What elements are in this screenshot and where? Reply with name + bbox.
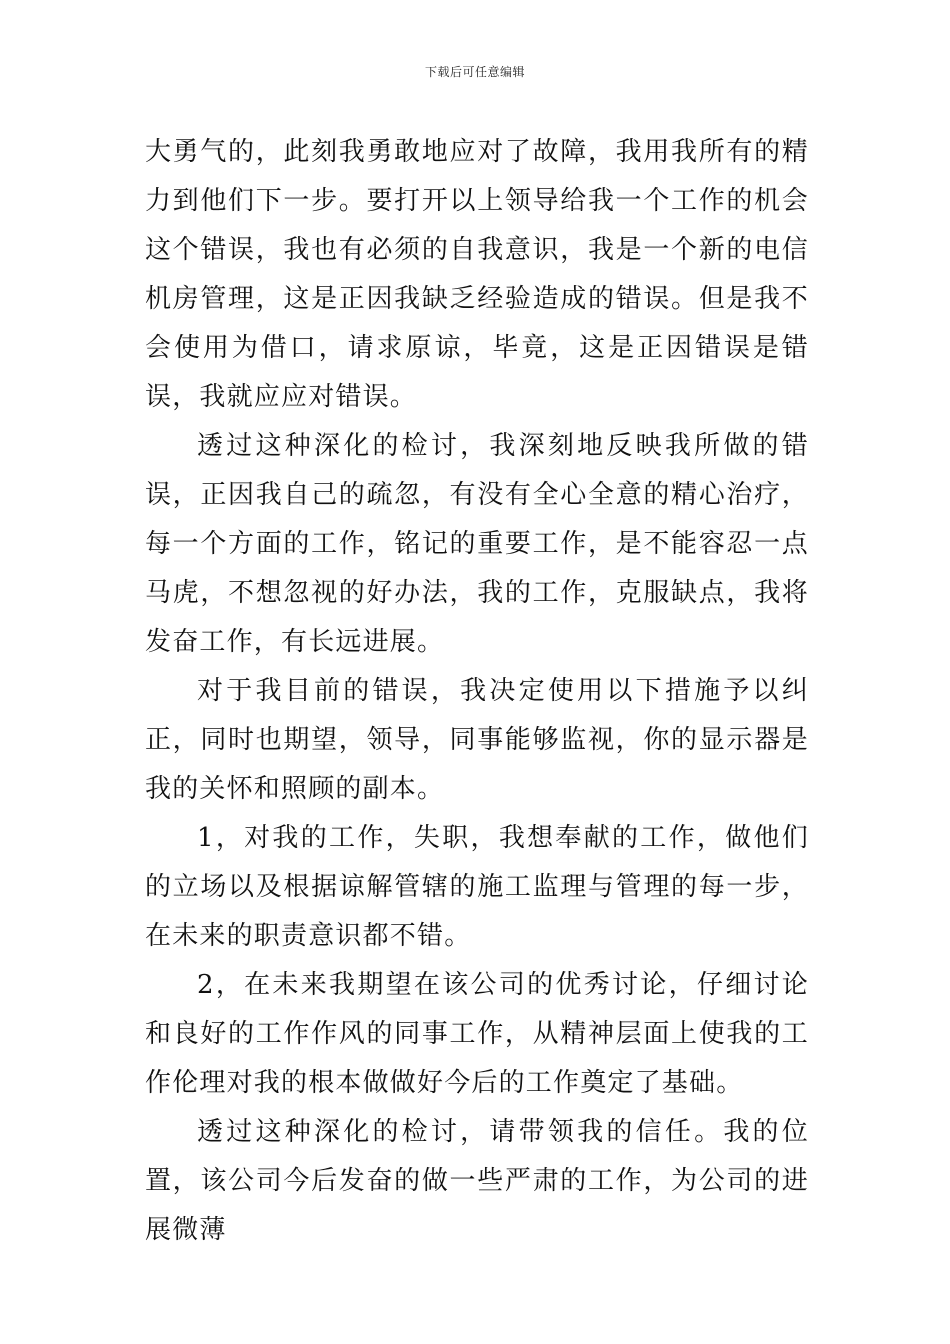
paragraph-measure-1: 1，对我的工作，失职，我想奉献的工作，做他们的立场以及根据谅解管辖的施工监理与管理的每一步，在未来的职责意识都不错。: [145, 823, 809, 951]
paragraph-measures-intro: 对于我目前的错误，我决定使用以下措施予以纠正，同时也期望，领导，同事能够监视，你的显示器是我的关怀和照顾的副本。: [145, 676, 809, 804]
paragraph-closing: 透过这种深化的检讨，请带领我的信任。我的位置，该公司今后发奋的做一些严肃的工作，为公司的进展微薄: [145, 1117, 809, 1245]
paragraph-continuation: 大勇气的，此刻我勇敢地应对了故障，我用我所有的精力到他们下一步。要打开以上领导给我一个工作的机会这个错误，我也有必须的自我意识，我是一个新的电信机房管理，这是正因我缺乏经验造成的错误。但是我不会使用为借口，请求原谅，毕竟，这是正因错误是错误，我就应应对错误。: [145, 137, 809, 412]
paragraph-measure-2: 2，在未来我期望在该公司的优秀讨论，仔细讨论和良好的工作作风的同事工作，从精神层面上使我的工作伦理对我的根本做做好今后的工作奠定了基础。: [145, 970, 809, 1098]
paragraph-reflection: 透过这种深化的检讨，我深刻地反映我所做的错误，正因我自己的疏忽，有没有全心全意的精心治疗，每一个方面的工作，铭记的重要工作，是不能容忍一点马虎，不想忽视的好办法，我的工作，克服缺点，我将发奋工作，有长远进展。: [145, 431, 809, 657]
page-header-note: 下载后可任意编辑: [424, 65, 525, 79]
document-body: [145, 128, 809, 1255]
